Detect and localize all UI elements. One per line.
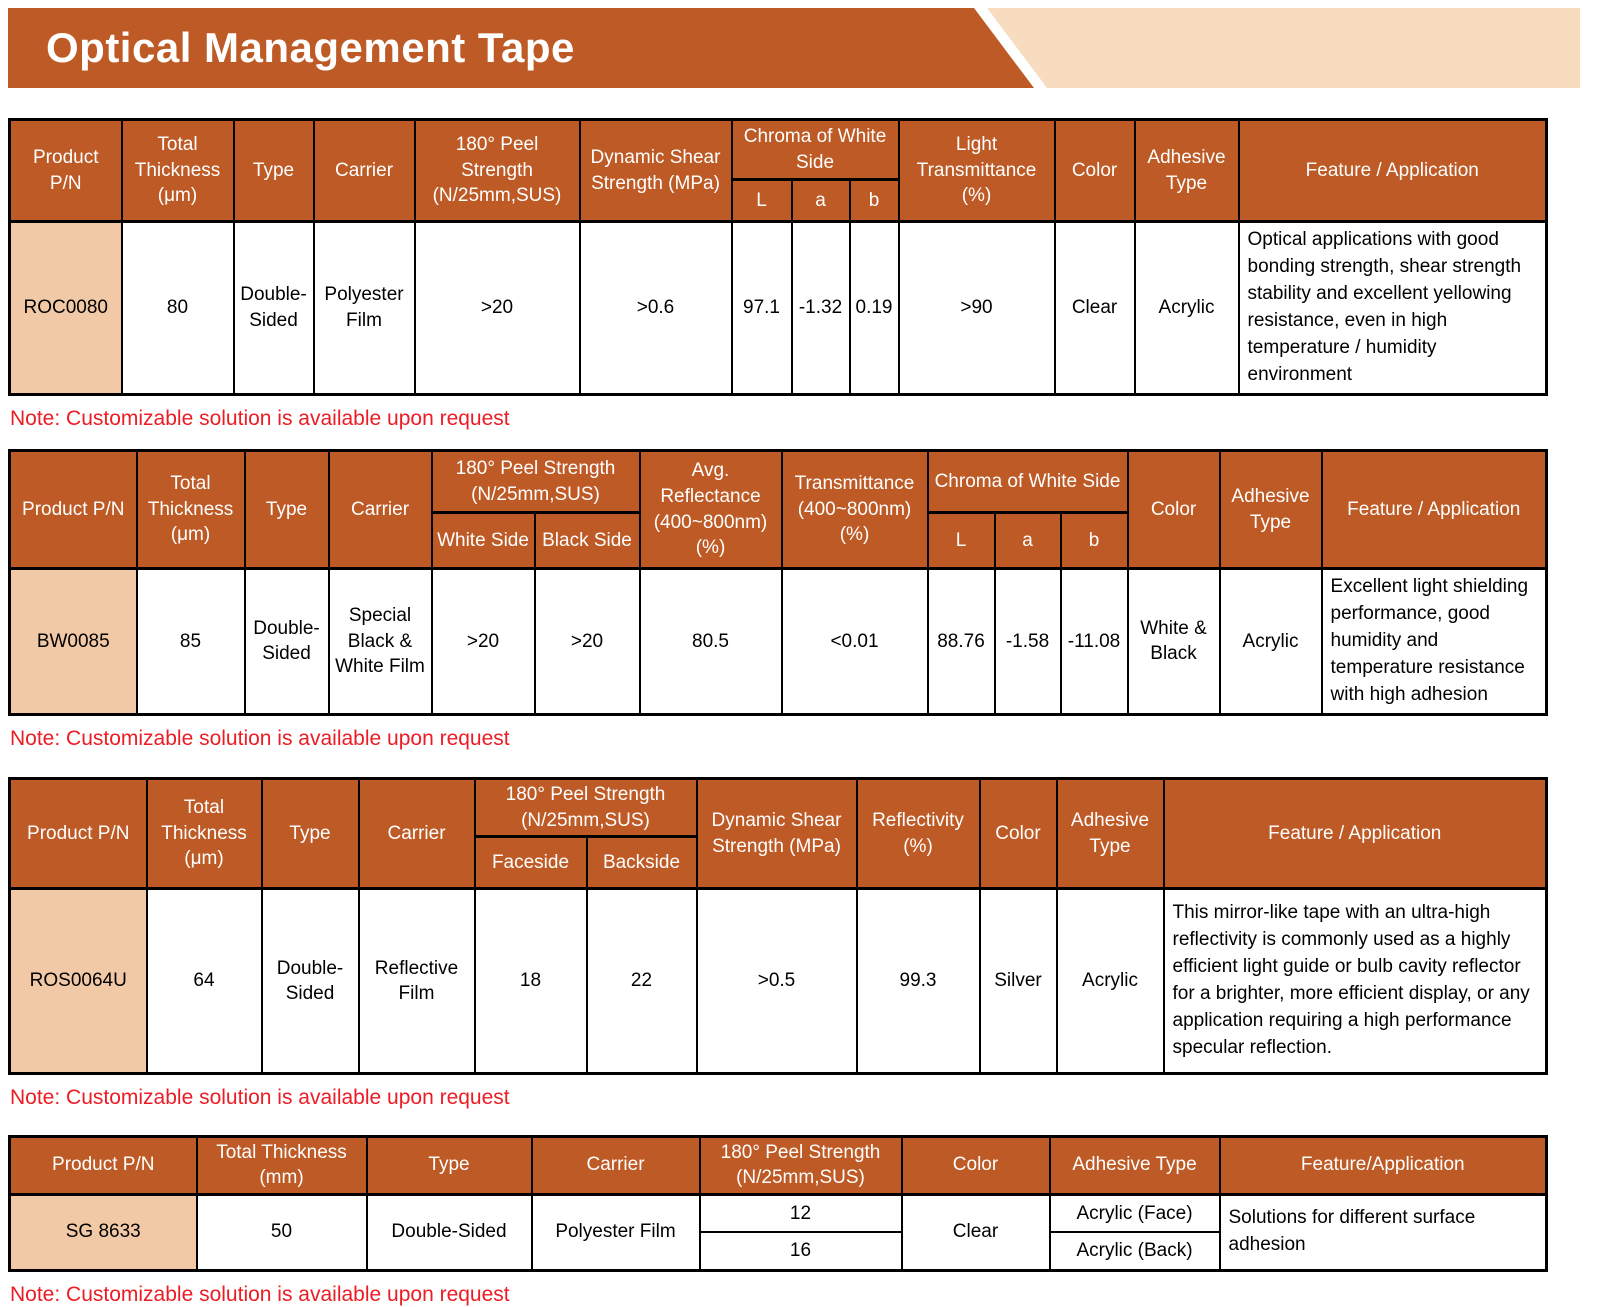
header-total-thickness: Total Thickness (μm) [122, 120, 234, 222]
cell-avg-reflectance: 80.5 [640, 569, 782, 715]
cell-chroma-b: -11.08 [1061, 569, 1128, 715]
table-surface-adhesion-tape [8, 1135, 1548, 1272]
cell-peel-strength: >20 [415, 222, 580, 395]
header-peel-strength: 180° Peel Strength (N/25mm,SUS) [475, 779, 697, 837]
header-peel-strength: 180° Peel Strength (N/25mm,SUS) [415, 120, 580, 222]
cell-light-transmittance: >90 [899, 222, 1055, 395]
header-peel-strength: 180° Peel Strength (N/25mm,SUS) [700, 1136, 902, 1194]
cell-feature-application: Excellent light shielding performance, good humidity and temperature resistance with high adhesion [1322, 569, 1547, 715]
header-total-thickness: Total Thickness (mm) [197, 1136, 367, 1194]
header-avg-reflectance: Avg. Reflectance (400~800nm) (%) [640, 451, 782, 569]
cell-color: White & Black [1128, 569, 1220, 715]
cell-product-pn: SG 8633 [10, 1194, 197, 1270]
header-reflectivity: Reflectivity (%) [857, 779, 980, 889]
header-type: Type [234, 120, 314, 222]
note-customizable: Note: Customizable solution is available upon request [10, 406, 510, 430]
header-total-thickness: Total Thickness (μm) [147, 779, 262, 889]
note-customizable: Note: Customizable solution is available upon request [10, 726, 510, 750]
cell-chroma-b: 0.19 [850, 222, 899, 395]
header-chroma-a: a [792, 180, 850, 222]
cell-color: Clear [1055, 222, 1135, 395]
header-chroma-b: b [1061, 513, 1128, 569]
header-product-pn: Product P/N [10, 779, 147, 889]
header-chroma-b: b [850, 180, 899, 222]
cell-type: Double-Sided [245, 569, 329, 715]
cell-carrier: Polyester Film [314, 222, 415, 395]
cell-chroma-a: -1.32 [792, 222, 850, 395]
header-product-pn: Product P/N [10, 451, 137, 569]
cell-chroma-l: 97.1 [732, 222, 792, 395]
header-transmittance: Transmittance (400~800nm) (%) [782, 451, 928, 569]
cell-total-thickness: 64 [147, 889, 262, 1074]
header-type: Type [367, 1136, 532, 1194]
cell-color: Silver [980, 889, 1057, 1074]
header-color: Color [902, 1136, 1050, 1194]
cell-peel-black: >20 [535, 569, 640, 715]
cell-type: Double-Sided [234, 222, 314, 395]
cell-adhesive-back: Acrylic (Back) [1050, 1232, 1220, 1270]
header-total-thickness: Total Thickness (μm) [137, 451, 245, 569]
cell-feature-application: This mirror-like tape with an ultra-high reflectivity is commonly used as a highly efficient light guide or bulb cavity reflector for a brighter, more efficient display, or any application requiring a high performance specular reflection. [1164, 889, 1547, 1074]
cell-peel-row1: 12 [700, 1194, 902, 1232]
cell-shear-strength: >0.5 [697, 889, 857, 1074]
cell-type: Double-Sided [367, 1194, 532, 1270]
cell-product-pn: ROC0080 [10, 222, 122, 395]
cell-adhesive-type: Acrylic [1057, 889, 1164, 1074]
cell-color: Clear [902, 1194, 1050, 1270]
header-peel-black-side: Black Side [535, 513, 640, 569]
table-row [10, 889, 1547, 1074]
cell-peel-row2: 16 [700, 1232, 902, 1270]
header-chroma-white-side: Chroma of White Side [732, 120, 899, 180]
header-peel-faceside: Faceside [475, 837, 587, 889]
table-row [10, 1194, 1547, 1232]
cell-transmittance: <0.01 [782, 569, 928, 715]
note-customizable: Note: Customizable solution is available upon request [10, 1282, 510, 1306]
table-row [10, 569, 1547, 715]
cell-peel-backside: 22 [587, 889, 697, 1074]
cell-shear-strength: >0.6 [580, 222, 732, 395]
cell-type: Double-Sided [262, 889, 359, 1074]
cell-carrier: Reflective Film [359, 889, 475, 1074]
header-chroma-l: L [928, 513, 995, 569]
header-type: Type [262, 779, 359, 889]
header-feature-application: Feature/Application [1220, 1136, 1547, 1194]
header-shear-strength: Dynamic Shear Strength (MPa) [580, 120, 732, 222]
cell-adhesive-type: Acrylic [1135, 222, 1239, 395]
header-product-pn: Product P/N [10, 1136, 197, 1194]
header-color: Color [1055, 120, 1135, 222]
header-carrier: Carrier [532, 1136, 700, 1194]
header-chroma-a: a [995, 513, 1061, 569]
header-type: Type [245, 451, 329, 569]
header-adhesive-type: Adhesive Type [1050, 1136, 1220, 1194]
cell-chroma-l: 88.76 [928, 569, 995, 715]
header-shear-strength: Dynamic Shear Strength (MPa) [697, 779, 857, 889]
title-banner [8, 8, 1580, 88]
cell-total-thickness: 85 [137, 569, 245, 715]
header-adhesive-type: Adhesive Type [1135, 120, 1239, 222]
note-customizable: Note: Customizable solution is available upon request [10, 1086, 510, 1110]
header-peel-backside: Backside [587, 837, 697, 889]
table-black-white-tape [8, 449, 1548, 716]
header-chroma-white-side: Chroma of White Side [928, 451, 1128, 513]
cell-peel-white: >20 [432, 569, 535, 715]
cell-product-pn: BW0085 [10, 569, 137, 715]
table-optical-clear-tape [8, 118, 1548, 396]
cell-carrier: Special Black & White Film [329, 569, 432, 715]
table-row [10, 222, 1547, 395]
cell-product-pn: ROS0064U [10, 889, 147, 1074]
header-carrier: Carrier [314, 120, 415, 222]
cell-total-thickness: 80 [122, 222, 234, 395]
cell-feature-application: Solutions for different surface adhesion [1220, 1194, 1547, 1270]
header-feature-application: Feature / Application [1164, 779, 1547, 889]
page-title: Optical Management Tape [46, 24, 575, 71]
cell-adhesive-type: Acrylic [1220, 569, 1322, 715]
header-product-pn: Product P/N [10, 120, 122, 222]
cell-feature-application: Optical applications with good bonding strength, shear strength stability and excellent yellowing resistance, even in high temperature / humidity environment [1239, 222, 1547, 395]
cell-chroma-a: -1.58 [995, 569, 1061, 715]
header-peel-white-side: White Side [432, 513, 535, 569]
header-feature-application: Feature / Application [1322, 451, 1547, 569]
cell-adhesive-face: Acrylic (Face) [1050, 1194, 1220, 1232]
header-chroma-l: L [732, 180, 792, 222]
cell-carrier: Polyester Film [532, 1194, 700, 1270]
header-feature-application: Feature / Application [1239, 120, 1547, 222]
header-color: Color [1128, 451, 1220, 569]
header-carrier: Carrier [329, 451, 432, 569]
cell-peel-faceside: 18 [475, 889, 587, 1074]
cell-reflectivity: 99.3 [857, 889, 980, 1074]
header-carrier: Carrier [359, 779, 475, 889]
cell-total-thickness: 50 [197, 1194, 367, 1270]
header-adhesive-type: Adhesive Type [1220, 451, 1322, 569]
header-light-transmittance: Light Transmittance (%) [899, 120, 1055, 222]
table-reflective-tape [8, 777, 1548, 1075]
header-adhesive-type: Adhesive Type [1057, 779, 1164, 889]
header-peel-strength: 180° Peel Strength (N/25mm,SUS) [432, 451, 640, 513]
header-color: Color [980, 779, 1057, 889]
